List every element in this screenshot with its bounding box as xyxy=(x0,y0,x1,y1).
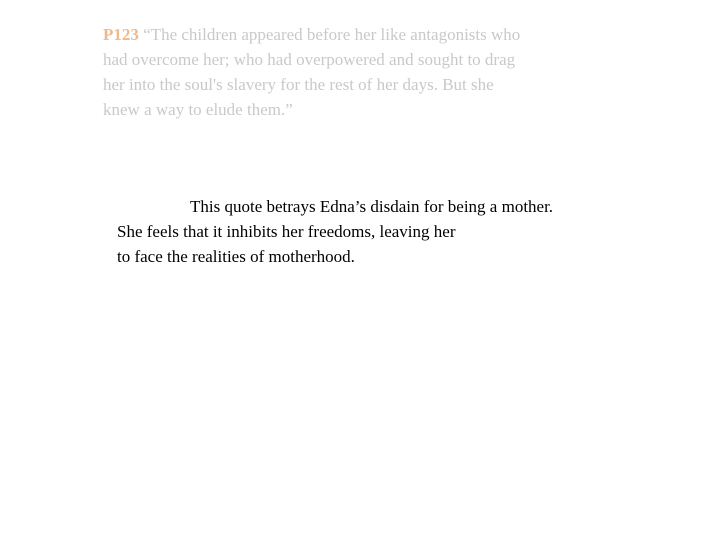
quote-block xyxy=(103,22,623,122)
commentary-line-1: This quote betrays Edna’s disdain for being a mother. xyxy=(190,197,554,216)
quote-text-line-1: “The children appeared before her like antagonists who xyxy=(143,25,521,44)
quote-line-1 xyxy=(103,22,623,47)
page-reference: P123 xyxy=(103,25,139,44)
quote-text-line-2: had overcome her; who had overpowered and sought to drag xyxy=(103,50,516,69)
quote-text-line-4: knew a way to elude them.” xyxy=(103,100,293,119)
quote-text-line-3: her into the soul's slavery for the rest of her days. But she xyxy=(103,75,494,94)
commentary-line-2: She feels that it inhibits her freedoms, leaving her xyxy=(117,222,456,241)
commentary-line-3: to face the realities of motherhood. xyxy=(117,247,355,266)
commentary-block xyxy=(117,194,677,269)
